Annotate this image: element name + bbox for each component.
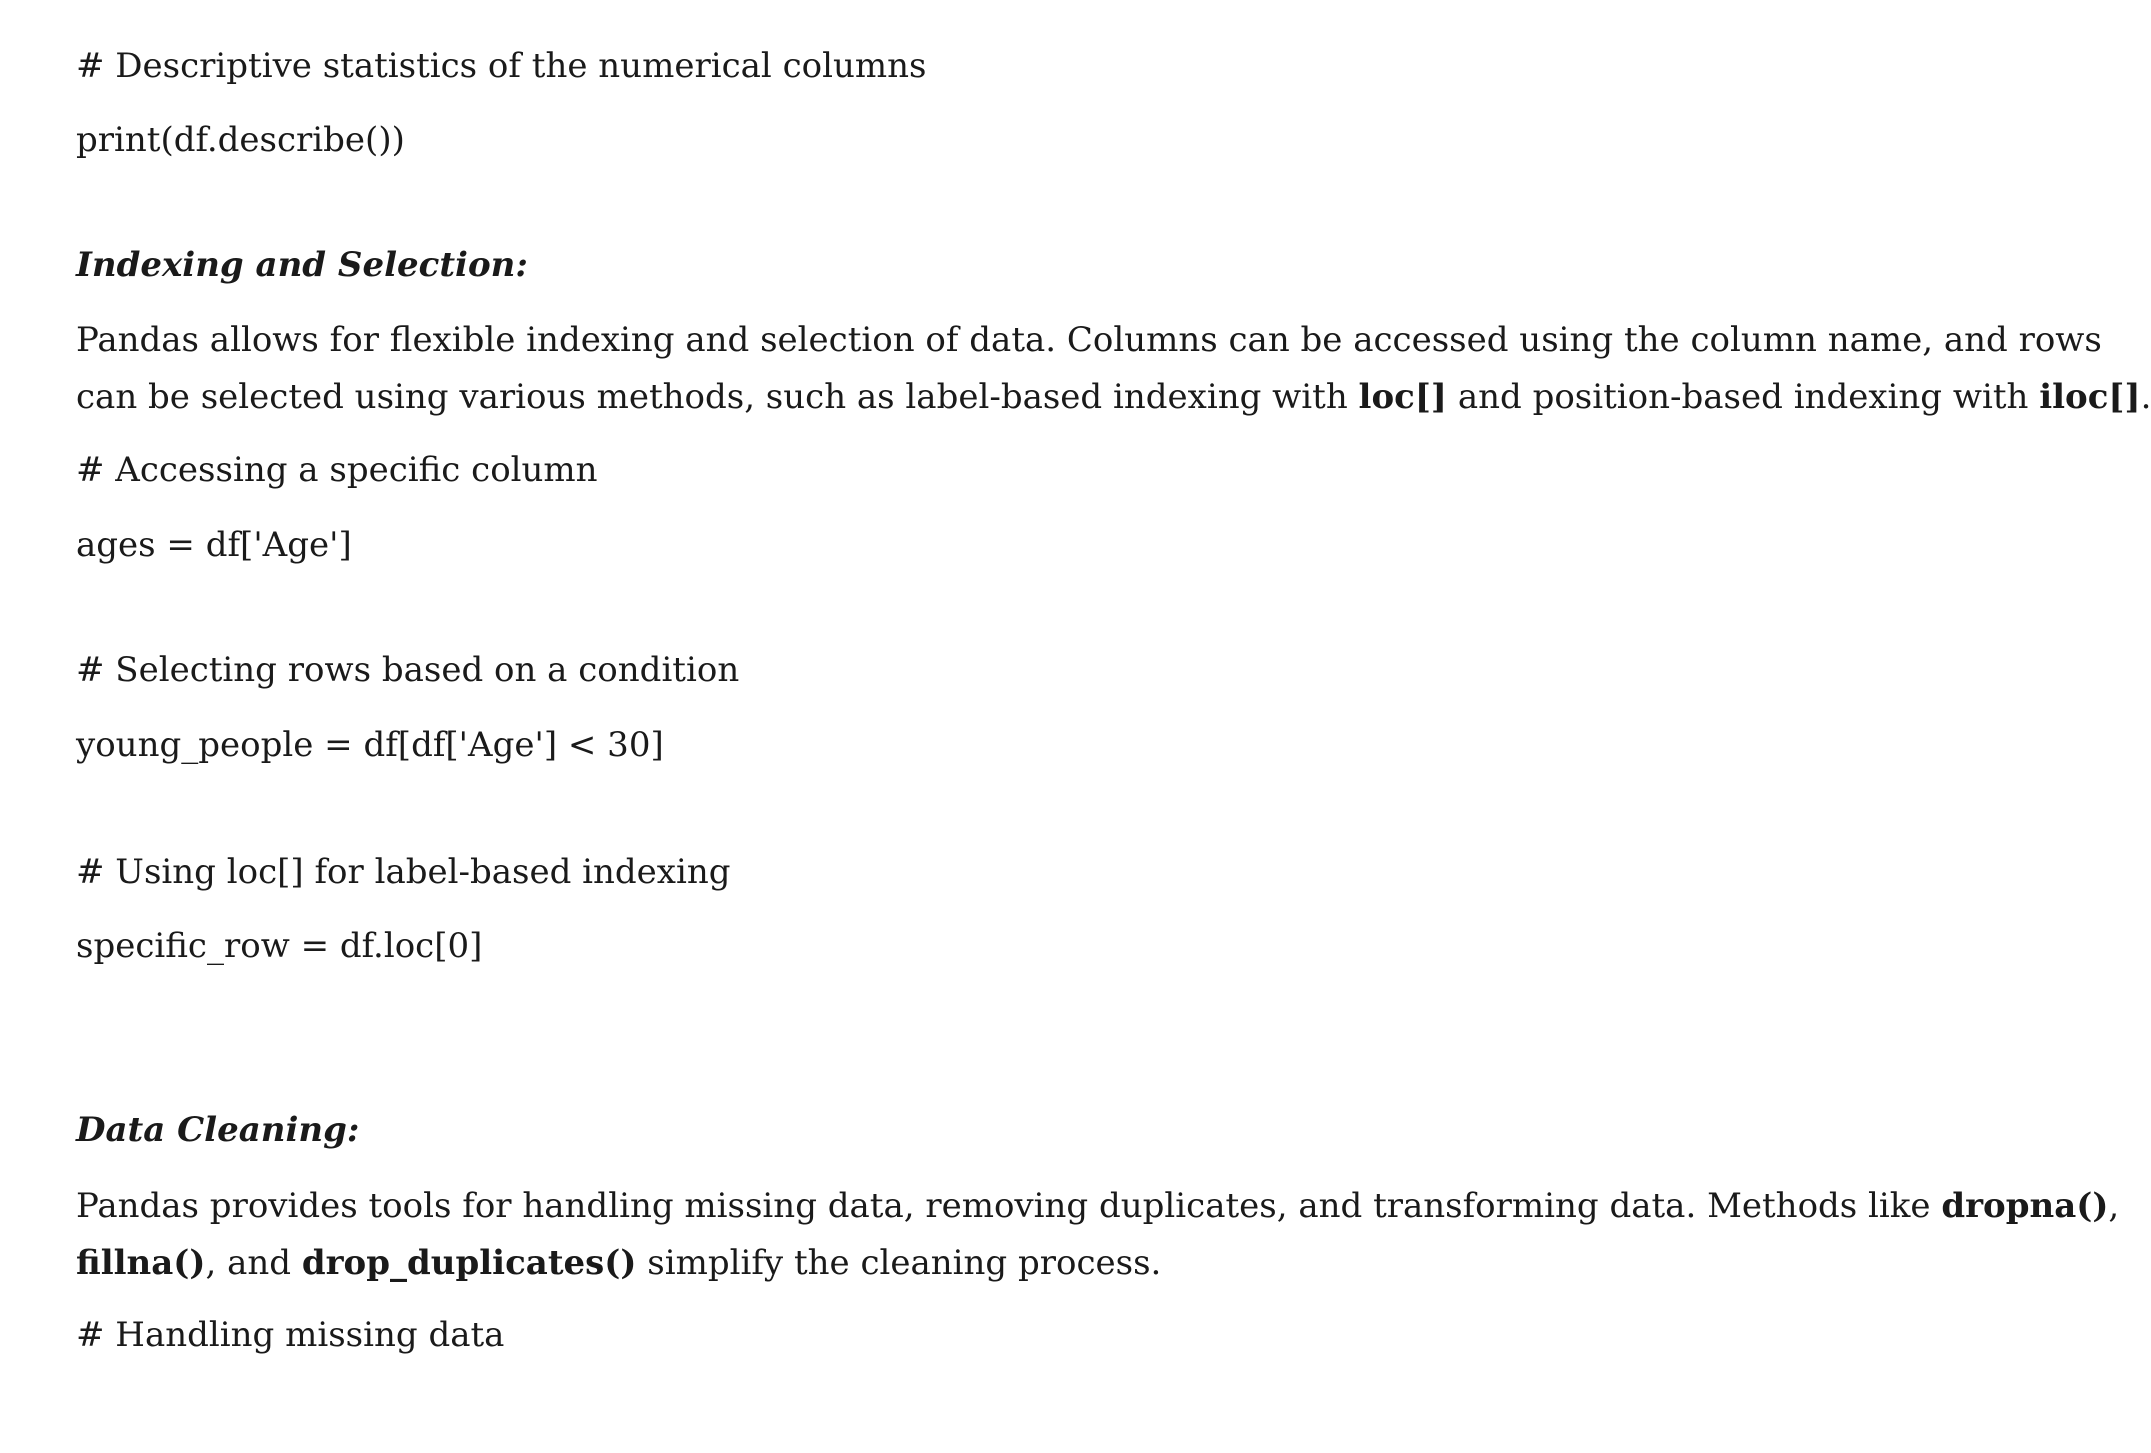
text-span: . xyxy=(2140,377,2151,417)
code-access-column: ages = df['Age'] xyxy=(76,525,352,565)
comment-loc-indexing: # Using loc[] for label-based indexing xyxy=(76,852,731,892)
paragraph-cleaning xyxy=(76,1178,2120,1292)
section-heading-cleaning: Data Cleaning: xyxy=(76,1110,360,1150)
paragraph-indexing xyxy=(76,312,2151,426)
code-describe: print(df.describe()) xyxy=(76,120,405,160)
comment-describe: # Descriptive statistics of the numerical columns xyxy=(76,46,927,86)
text-span: , xyxy=(2108,1186,2120,1226)
text-span: simplify the cleaning process. xyxy=(636,1243,1162,1283)
paragraph-indexing-line-2 xyxy=(76,369,2151,426)
dropna-keyword: dropna() xyxy=(1941,1186,2109,1226)
comment-select-rows: # Selecting rows based on a condition xyxy=(76,650,740,690)
text-span: can be selected using various methods, such as label-based indexing with xyxy=(76,377,1359,417)
code-loc-indexing: specific_row = df.loc[0] xyxy=(76,926,483,966)
paragraph-cleaning-line-1 xyxy=(76,1178,2120,1235)
paragraph-cleaning-line-2 xyxy=(76,1235,2006,1292)
comment-missing-data: # Handling missing data xyxy=(76,1315,505,1355)
text-span: Pandas provides tools for handling missing data, removing duplicates, and transforming data. Methods like xyxy=(76,1186,1942,1226)
loc-keyword: loc[] xyxy=(1358,377,1448,417)
drop-duplicates-keyword: drop_duplicates() xyxy=(301,1243,637,1283)
section-heading-indexing: Indexing and Selection: xyxy=(76,245,528,285)
text-span: and position-based indexing with xyxy=(1447,377,2040,417)
paragraph-indexing-line-1: Pandas allows for flexible indexing and selection of data. Columns can be accessed using the column name, and rows xyxy=(76,320,2102,360)
text-span: , and xyxy=(205,1243,302,1283)
comment-access-column: # Accessing a specific column xyxy=(76,450,598,490)
code-select-rows: young_people = df[df['Age'] < 30] xyxy=(76,725,664,765)
iloc-keyword: iloc[] xyxy=(2039,377,2141,417)
fillna-keyword: fillna() xyxy=(76,1243,206,1283)
